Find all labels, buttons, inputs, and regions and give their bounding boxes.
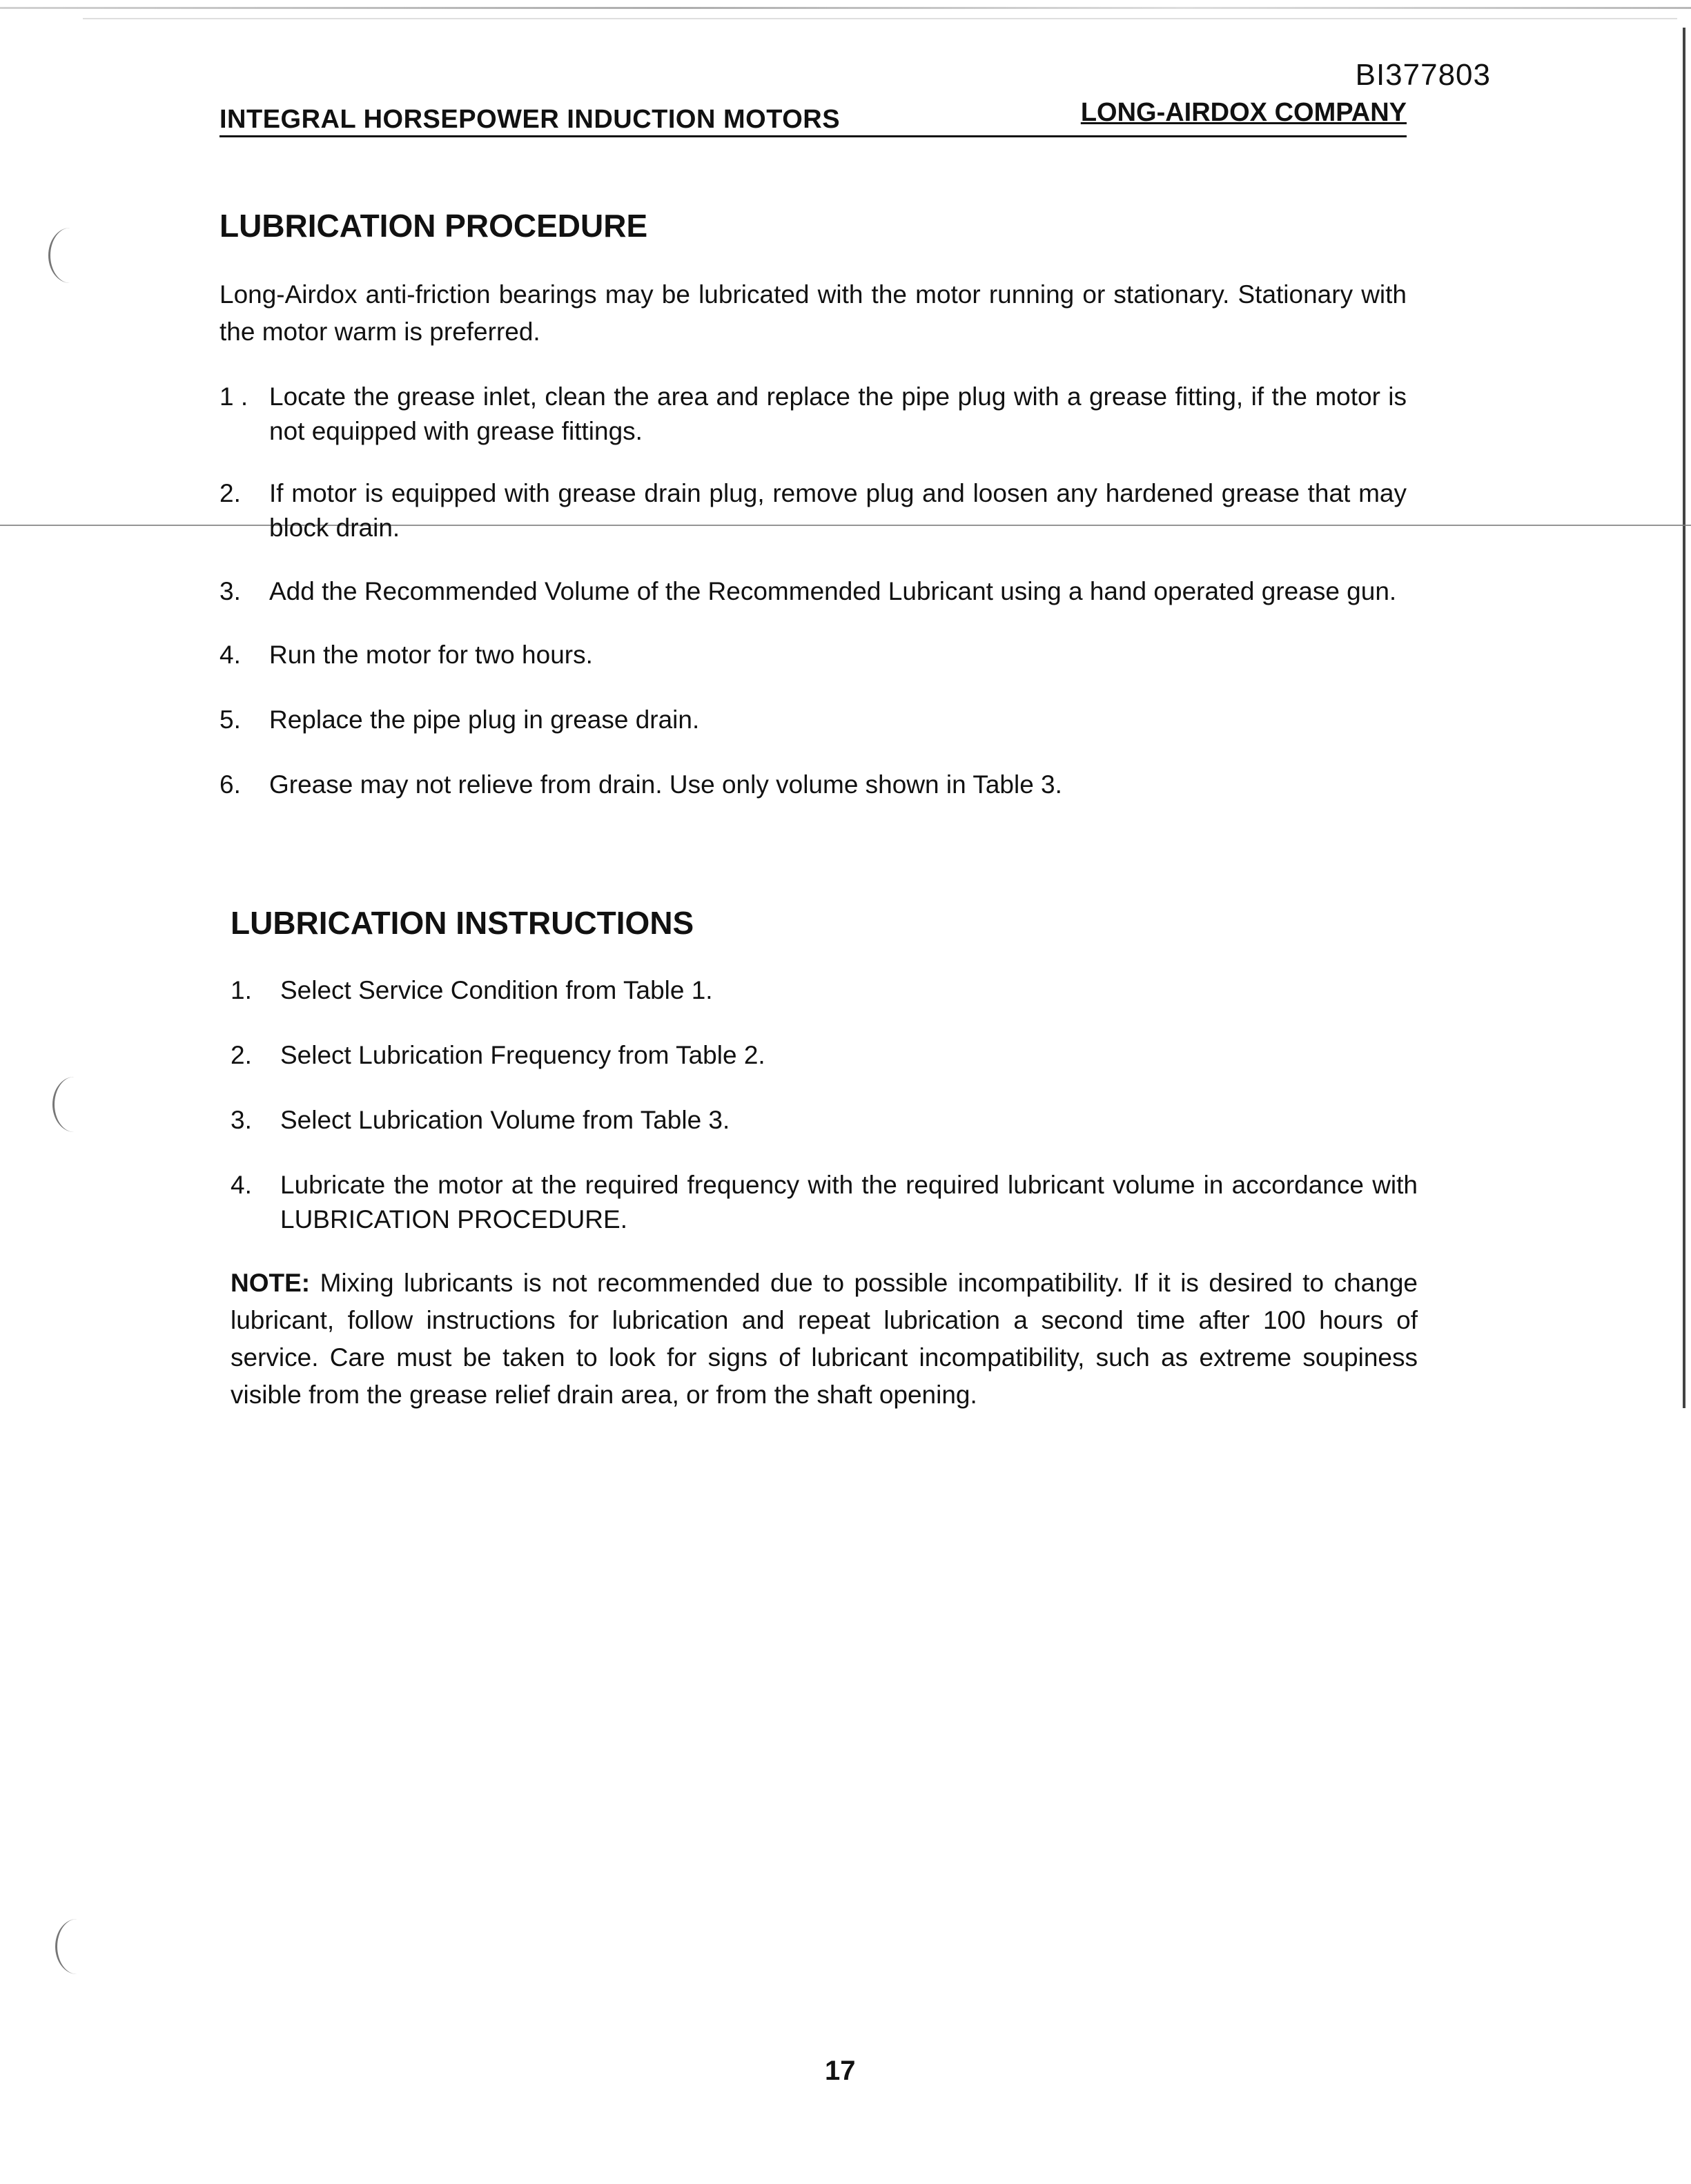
procedure-step bbox=[219, 380, 1407, 449]
step-text: Grease may not relieve from drain. Use only volume shown in Table 3. bbox=[269, 770, 1062, 799]
scan-edge-right bbox=[1683, 28, 1685, 1408]
step-number: 3. bbox=[219, 577, 241, 605]
instruction-step bbox=[231, 1168, 1418, 1237]
step-number: 1. bbox=[231, 976, 252, 1004]
step-text: Locate the grease inlet, clean the area and replace the pipe plug with a grease fitting, if the motor is not equipped with grease fittings. bbox=[269, 382, 1407, 445]
instructions-section bbox=[231, 904, 1418, 1414]
instructions-title: LUBRICATION INSTRUCTIONS bbox=[231, 905, 694, 941]
step-number: 2. bbox=[219, 479, 241, 507]
procedure-section bbox=[219, 207, 1407, 802]
step-number: 4. bbox=[231, 1171, 252, 1199]
procedure-title: LUBRICATION PROCEDURE bbox=[219, 208, 648, 244]
step-text: Run the motor for two hours. bbox=[269, 641, 593, 669]
scan-edge-top bbox=[0, 7, 1691, 9]
procedure-step bbox=[219, 638, 1407, 672]
step-text: Select Lubrication Frequency from Table 2. bbox=[280, 1041, 765, 1069]
binder-hole-bottom bbox=[55, 1919, 99, 1974]
procedure-step bbox=[219, 768, 1407, 802]
step-number: 4. bbox=[219, 641, 241, 669]
header-company: LONG-AIRDOX COMPANY bbox=[1080, 98, 1407, 127]
document-id: BI377803 bbox=[1355, 58, 1491, 92]
step-number: 3. bbox=[231, 1106, 252, 1134]
note-text: Mixing lubricants is not recommended due to possible incompatibility. If it is desired to change lubricant, follow instructions for lubrication and repeat lubrication a second time after 100 hours of service. Care must be taken to look for signs of lubricant incompatibility, such as extreme soupiness visible from the grease relief drain area, or from the shaft opening. bbox=[231, 1269, 1418, 1409]
header-title: INTEGRAL HORSEPOWER INDUCTION MOTORS bbox=[219, 105, 841, 134]
instructions-steps bbox=[231, 973, 1418, 1237]
step-text: Select Lubrication Volume from Table 3. bbox=[280, 1106, 730, 1134]
procedure-steps bbox=[219, 380, 1407, 802]
note-label: NOTE: bbox=[231, 1269, 311, 1297]
page-number: 17 bbox=[825, 2056, 856, 2086]
step-text: If motor is equipped with grease drain plug, remove plug and loosen any hardened grease that may block drain. bbox=[269, 479, 1407, 542]
binder-hole-top bbox=[48, 228, 92, 283]
step-number: 2. bbox=[231, 1041, 252, 1069]
step-text: Replace the pipe plug in grease drain. bbox=[269, 705, 700, 734]
procedure-step bbox=[219, 703, 1407, 737]
step-number: 1 . bbox=[219, 382, 248, 411]
instruction-step bbox=[231, 1038, 1418, 1073]
binder-hole-middle bbox=[52, 1077, 96, 1132]
procedure-step bbox=[219, 476, 1407, 545]
step-number: 5. bbox=[219, 705, 241, 734]
procedure-step bbox=[219, 574, 1407, 609]
procedure-intro: Long-Airdox anti-friction bearings may be lubricated with the motor running or stationary. Stationary with the motor warm is preferred. bbox=[219, 280, 1407, 346]
step-text: Add the Recommended Volume of the Recommended Lubricant using a hand operated grease gun. bbox=[269, 577, 1397, 605]
instruction-step bbox=[231, 1103, 1418, 1138]
scan-edge-top-secondary bbox=[83, 18, 1677, 19]
step-text: Lubricate the motor at the required frequency with the required lubricant volume in accordance with LUBRICATION PROCEDURE. bbox=[280, 1171, 1418, 1234]
step-text: Select Service Condition from Table 1. bbox=[280, 976, 713, 1004]
instruction-step bbox=[231, 973, 1418, 1008]
header-rule bbox=[219, 135, 1407, 137]
step-number: 6. bbox=[219, 770, 241, 799]
note-paragraph bbox=[231, 1265, 1418, 1414]
